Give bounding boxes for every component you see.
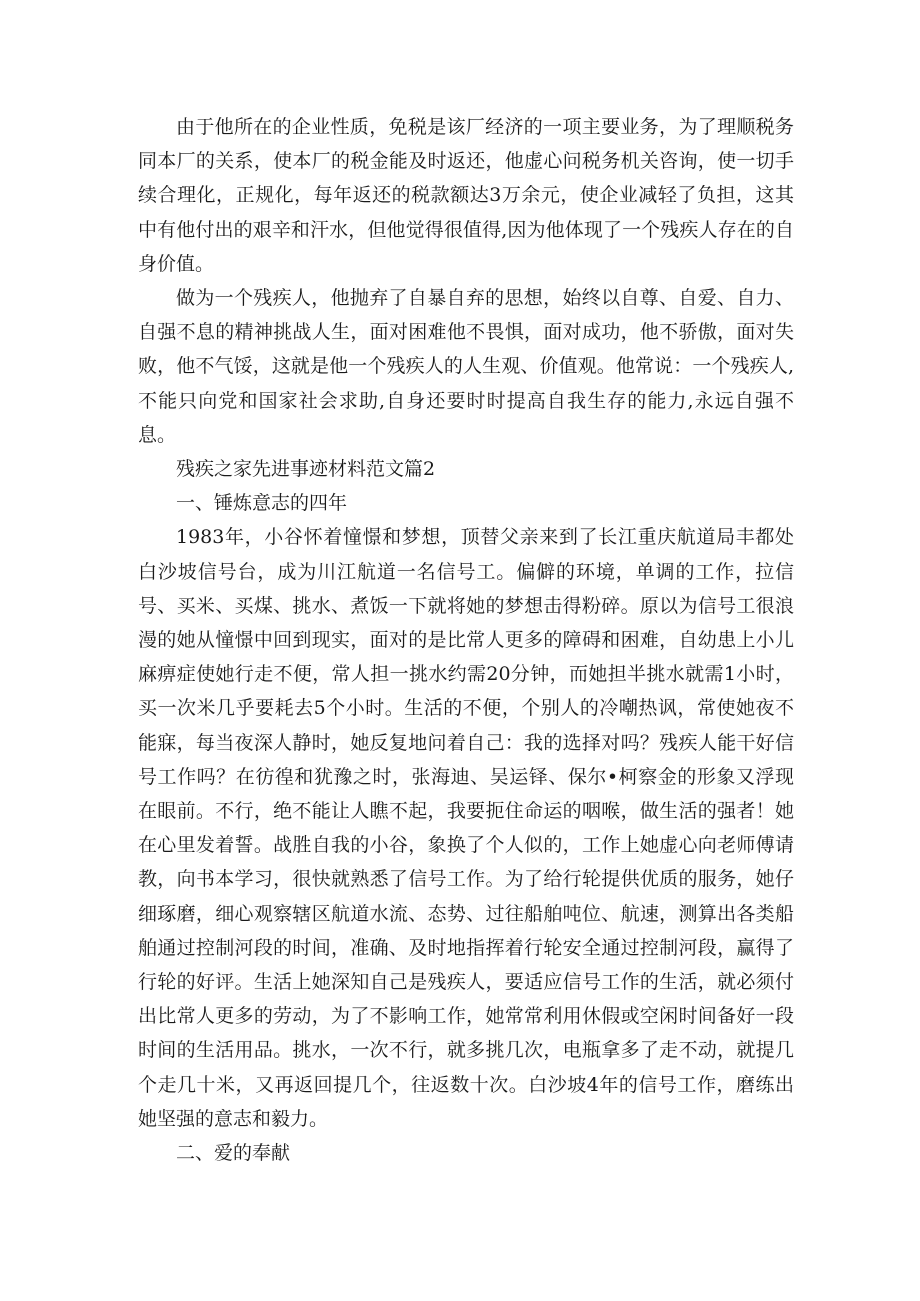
paragraph-tax-refund: 由于他所在的企业性质，免税是该厂经济的一项主要业务，为了理顺税务同本厂的关系，使本厂的税金能及时返还，他虚心问税务机关咨询，使一切手续合理化，正规化，每年返还的税款额达3万余元，使企业减轻了负担，这其中有他付出的艰辛和汗水，但他觉得很值得,因为他体现了一个残疾人存在的自身价值。 xyxy=(138,116,794,275)
subheading-four-years: 一、锤炼意志的四年 xyxy=(176,492,348,515)
subheading-dedication: 二、爱的奉献 xyxy=(176,1142,291,1165)
document-page xyxy=(138,110,794,1170)
paragraph-signal-worker: 1983年，小谷怀着憧憬和梦想，顶替父亲来到了长江重庆航道局丰都处白沙坡信号台，成为川江航道一名信号工。偏僻的环境，单调的工作，拉信号、买米、买煤、挑水、煮饭一下就将她的梦想击得粉碎。原以为信号工很浪漫的她从憧憬中回到现实，面对的是比常人更多的障碍和困难，自幼患上小儿麻痹症使她行走不便，常人担一挑水约需20分钟，而她担半挑水就需1小时，买一次米几乎要耗去5个小时。生活的不便，个别人的冷嘲热讽，常使她夜不能寐，每当夜深人静时，她反复地问着自己：我的选择对吗？残疾人能干好信号工作吗？在彷徨和犹豫之时，张海迪、吴运铎、保尔•柯察金的形象又浮现在眼前。不行，绝不能让人瞧不起，我要扼住命运的咽喉，做生活的强者！她在心里发着誓。战胜自我的小谷，象换了个人似的，工作上她虚心向老师傅请教，向书本学习，很快就熟悉了信号工作。为了给行轮提供优质的服务，她仔细琢磨，细心观察辖区航道水流、态势、过往船舶吨位、航速，测算出各类船舶通过控制河段的时间，准确、及时地指挥着行轮安全通过控制河段，赢得了行轮的好评。生活上她深知自己是残疾人，要适应信号工作的生活，就必须付出比常人更多的劳动，为了不影响工作，她常常利用休假或空闲时间备好一段时间的生活用品。挑水，一次不行，就多挑几次，电瓶拿多了走不动，就提几个走几十米，又再返回提几个，往返数十次。白沙坡4年的信号工作，磨练出她坚强的意志和毅力。 xyxy=(138,526,794,1130)
section-title: 残疾之家先进事迹材料范文篇2 xyxy=(176,458,436,481)
paragraph-life-view: 做为一个残疾人，他抛弃了自暴自弃的思想，始终以自尊、自爱、自力、自强不息的精神挑战人生，面对困难他不畏惧，面对成功，他不骄傲，面对失败，他不气馁，这就是他一个残疾人的人生观、价值观。他常说：一个残疾人,不能只向党和国家社会求助,自身还要时时提高自我生存的能力,永远自强不息。 xyxy=(138,287,794,446)
